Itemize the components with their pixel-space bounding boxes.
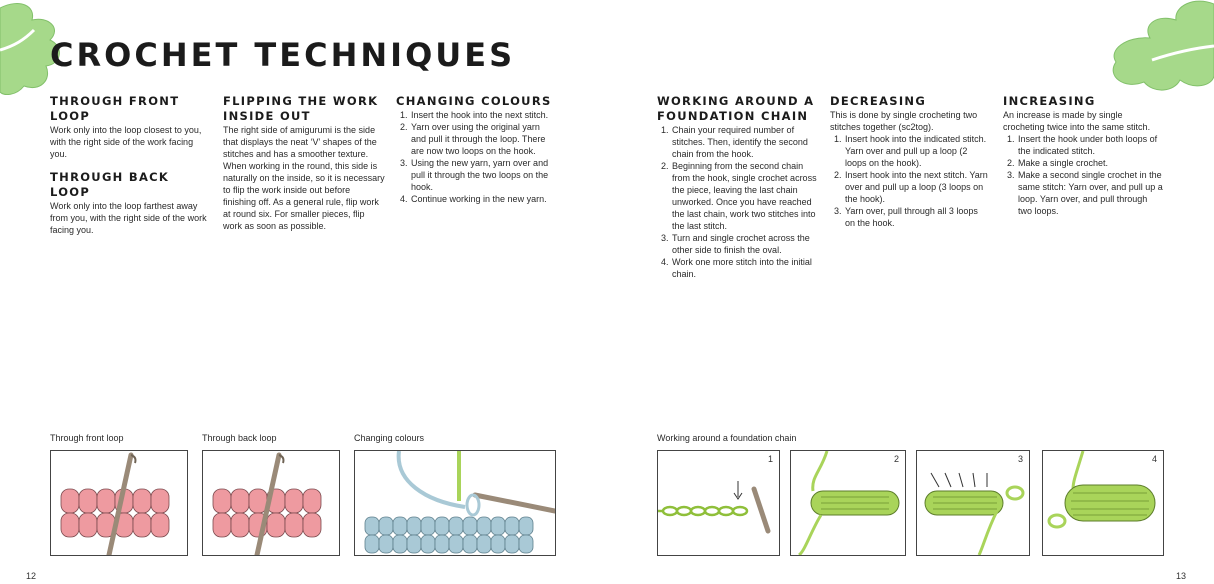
- foundation-chain-step-3: [916, 450, 1030, 556]
- list-item: 4. Continue working in the new yarn.: [410, 193, 552, 205]
- list-item: 4. Work one more stitch into the initial chain.: [671, 256, 819, 280]
- increasing-heading: INCREASING: [1003, 94, 1096, 108]
- front-loop-illustration: [50, 450, 188, 556]
- list-item: 2. Yarn over using the original yarn and pull it through the loop. There are now two loops on the hook.: [410, 121, 552, 157]
- changing-colours-heading: CHANGING COLOURS: [396, 94, 552, 108]
- list-item: 1. Chain your required number of stitches. Then, identify the second chain from the hook.: [671, 124, 819, 160]
- changing-colours-illustration: [354, 450, 556, 556]
- foundation-chain-section: [657, 94, 819, 280]
- figure-number: 3: [1017, 454, 1023, 464]
- list-item: 2. Make a single crochet.: [1017, 157, 1163, 169]
- back-loop-illustration: [202, 450, 340, 556]
- list-item: 1. Insert hook into the indicated stitch. Yarn over and pull up a loop (2 loops on the hook).: [844, 133, 990, 169]
- list-item: 1. Insert the hook under both loops of the indicated stitch.: [1017, 133, 1163, 157]
- foundation-chain-step-2: [790, 450, 906, 556]
- list-item: 3. Yarn over, pull through all 3 loops on the hook.: [844, 205, 990, 229]
- flipping-heading: FLIPPING THE WORK INSIDE OUT: [223, 94, 379, 123]
- flipping-text: The right side of amigurumi is the side that displays the neat ‘V’ shapes of the stitches and has a smoother texture. When working in the round, this side is naturally on the inside, so it is necessary to flip the work inside out before finishing off. As a general rule, flip work at round six. For smaller pieces, flip work as soon as possible.: [223, 125, 385, 231]
- list-item: 2. Insert hook into the next stitch. Yarn over and pull up a loop (3 loops on the hook).: [844, 169, 990, 205]
- decreasing-intro: This is done by single crocheting two stitches together (sc2tog).: [830, 110, 978, 132]
- figure-caption-foundation-chain: Working around a foundation chain: [657, 433, 797, 443]
- figure-number: 1: [767, 454, 773, 464]
- figure-number: 2: [893, 454, 899, 464]
- increasing-intro: An increase is made by single crocheting twice into the same stitch.: [1003, 110, 1151, 132]
- through-front-loop-section: [50, 94, 210, 236]
- leaf-decoration-right: [1104, 0, 1214, 95]
- list-item: 3. Using the new yarn, yarn over and pull it through the two loops on the hook.: [410, 157, 552, 193]
- through-front-loop-text: Work only into the loop closest to you, with the right side of the work facing you.: [50, 125, 202, 159]
- changing-colours-section: [396, 94, 552, 205]
- flipping-section: [223, 94, 385, 232]
- figure-number: 4: [1151, 454, 1157, 464]
- list-item: 3. Make a second single crochet in the same stitch: Yarn over, and pull up a loop. Yarn over, and pull through two loops.: [1017, 169, 1163, 217]
- decreasing-heading: DECREASING: [830, 94, 927, 108]
- foundation-chain-step-4: [1042, 450, 1164, 556]
- list-item: 2. Beginning from the second chain from the hook, single crochet across the piece, leaving the last chain unworked. Once you have reached the last chain, work two stitches into the last stitch.: [671, 160, 819, 232]
- foundation-chain-heading: WORKING AROUND A FOUNDATION CHAIN: [657, 94, 815, 123]
- page-number-left: 12: [26, 571, 37, 581]
- foundation-chain-steps: [657, 124, 819, 280]
- through-front-loop-heading: THROUGH FRONT LOOP: [50, 94, 180, 123]
- through-back-loop-heading: THROUGH BACK LOOP: [50, 170, 170, 199]
- page-number-right: 13: [1176, 571, 1187, 581]
- decreasing-section: [830, 94, 990, 229]
- page-title: CROCHET TECHNIQUES: [50, 36, 516, 74]
- decreasing-steps: [830, 133, 990, 229]
- figure-caption-changing-colours: Changing colours: [354, 433, 425, 443]
- figure-caption-back-loop: Through back loop: [202, 433, 277, 443]
- list-item: 1. Insert the hook into the next stitch.: [410, 109, 552, 121]
- increasing-steps: [1003, 133, 1163, 217]
- increasing-section: [1003, 94, 1163, 217]
- changing-colours-steps: [396, 109, 552, 205]
- figure-caption-front-loop: Through front loop: [50, 433, 124, 443]
- through-back-loop-text: Work only into the loop farthest away from you, with the right side of the work facing you.: [50, 201, 207, 235]
- foundation-chain-step-1: [657, 450, 780, 556]
- list-item: 3. Turn and single crochet across the other side to finish the oval.: [671, 232, 819, 256]
